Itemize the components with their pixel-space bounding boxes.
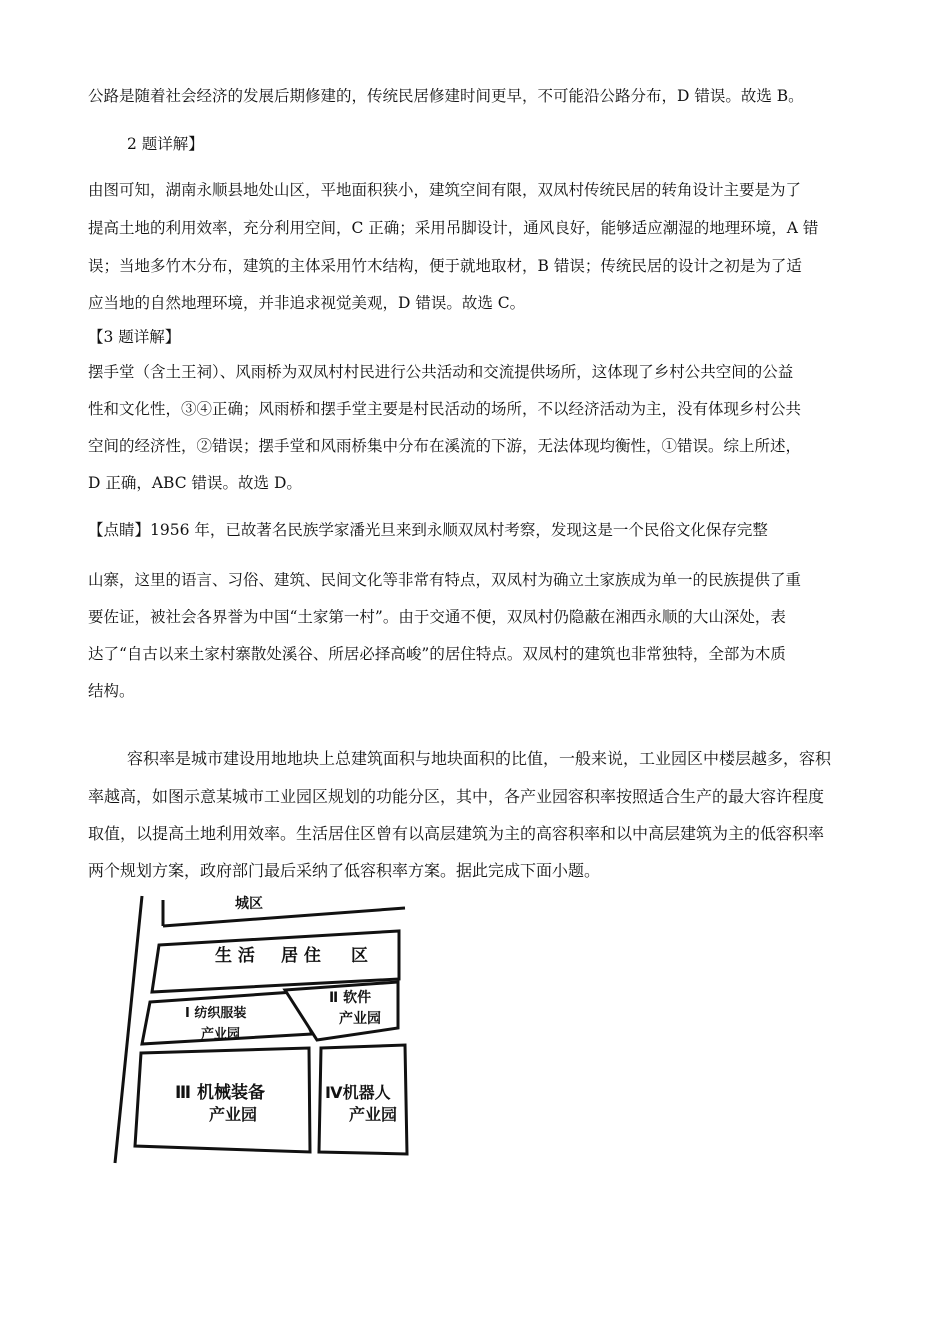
park-2-label: 产业园 [339, 1011, 381, 1027]
residential-label: 生 活 [215, 946, 255, 966]
tip-heading-line: 【点睛】1956 年，已故著名民族学家潘光旦来到永顺双凤村考察，发现这是一个民俗文化保存完整 [88, 521, 768, 539]
tip-line: 山寨，这里的语言、习俗、建筑、民间文化等非常有特点，双凤村为确立土家族成为单一的民族提供了重 [88, 571, 802, 589]
q2-line: 应当地的自然地理环境，并非追求视觉美观，D 错误。故选 C。 [88, 294, 526, 312]
question-line: 率越高，如图示意某城市工业园区规划的功能分区，其中，各产业园容积率按照适合生产的最大容许程度 [88, 787, 825, 806]
residential-label: 居 住 [281, 946, 321, 966]
park-4-label: 产业园 [349, 1105, 398, 1124]
q2-heading: 2 题详解】 [127, 135, 204, 153]
q3-line: D 正确，ABC 错误。故选 D。 [88, 474, 302, 492]
q2-line: 误；当地多竹木分布，建筑的主体采用竹木结构，便于就地取材，B 错误；传统民居的设计之初是为了适 [88, 257, 802, 275]
industrial-park-map [105, 888, 425, 1178]
park-3-label: Ⅲ 机械装备 [175, 1083, 265, 1103]
q2-line: 提高土地的利用效率，充分利用空间，C 正确；采用吊脚设计，通风良好，能够适应潮湿的地理环境，A 错 [88, 219, 819, 237]
tip-line: 结构。 [88, 682, 135, 700]
park-2-label: Ⅱ 软件 [329, 990, 372, 1006]
tip-line: 要佐证，被社会各界誉为中国“土家第一村”。由于交通不便，双凤村仍隐蔽在湘西永顺的大山深处，表 [88, 608, 786, 626]
park-4-label: Ⅳ机器人 [325, 1083, 391, 1102]
question-line: 容积率是城市建设用地地块上总建筑面积与地块面积的比值，一般来说，工业园区中楼层越多，容积 [127, 749, 832, 768]
park-1-label: 产业园 [201, 1027, 241, 1042]
q3-heading: 【3 题详解】 [88, 328, 181, 346]
q2-line: 由图可知，湖南永顺县地处山区，平地面积狭小，建筑空间有限，双凤村传统民居的转角设计主要是为了 [88, 181, 802, 199]
question-line: 两个规划方案，政府部门最后采纳了低容积率方案。据此完成下面小题。 [88, 861, 601, 880]
question-line: 取值，以提高土地利用效率。生活居住区曾有以高层建筑为主的高容积率和以中高层建筑为主的低容积率 [88, 824, 825, 843]
q1-conclusion: 公路是随着社会经济的发展后期修建的，传统民居修建时间更早，不可能沿公路分布，D 错误。故选 B。 [88, 87, 804, 105]
park-3-label: 产业园 [209, 1105, 258, 1124]
city-boundary-road [163, 908, 405, 926]
city-label: 城区 [235, 896, 263, 912]
residential-label: 区 [351, 946, 368, 966]
park-1-label: Ⅰ 纺织服装 [185, 1006, 247, 1021]
q3-line: 摆手堂（含土王祠）、风雨桥为双凤村村民进行公共活动和交流提供场所，这体现了乡村公共空间的公益 [88, 363, 794, 381]
tip-line: 达了“自古以来土家村寨散处溪谷、所居必择高峻”的居住特点。双凤村的建筑也非常独特，全部为木质 [88, 645, 786, 663]
q3-line: 空间的经济性，②错误；摆手堂和风雨桥集中分布在溪流的下游，无法体现均衡性，①错误。综上所述， [88, 437, 802, 455]
q3-line: 性和文化性，③④正确；风雨桥和摆手堂主要是村民活动的场所，不以经济活动为主，没有体现乡村公共 [88, 400, 802, 418]
